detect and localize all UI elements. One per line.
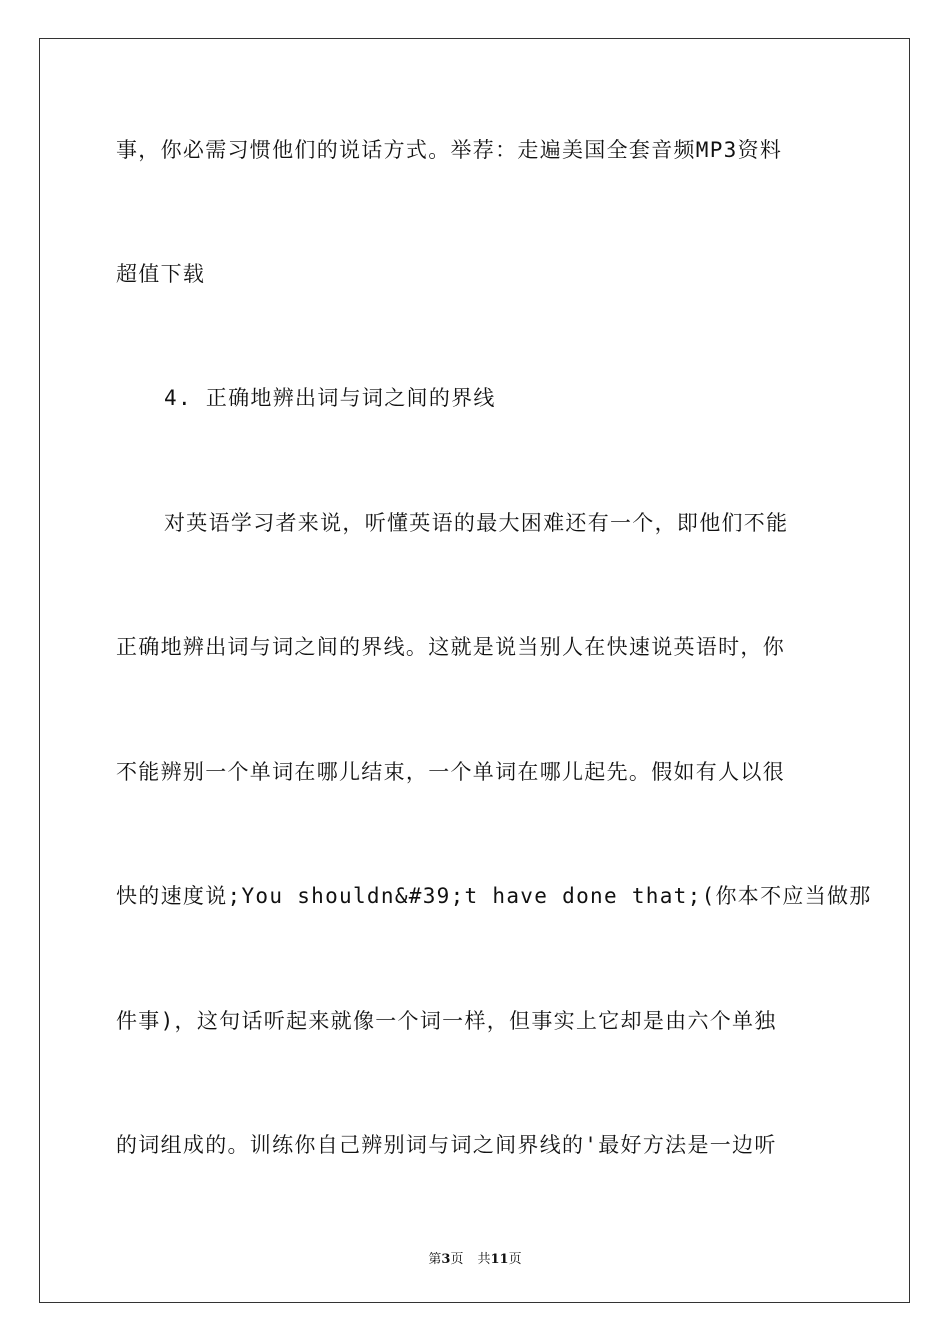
body-text-line-1: 事，你必需习惯他们的说话方式。举荐：走遍美国全套音频MP3资料 [116, 138, 783, 162]
total-suffix: 页 [508, 1252, 522, 1267]
total-prefix: 共 [477, 1252, 491, 1267]
body-text-line-3: 对英语学习者来说，听懂英语的最大困难还有一个，即他们不能 [164, 511, 789, 535]
body-text-line-8: 的词组成的。训练你自己辨别词与词之间界线的'最好方法是一边听 [116, 1133, 777, 1157]
total-pages: 11 [490, 1252, 509, 1267]
body-text-line-2: 超值下载 [116, 262, 206, 286]
page-footer [0, 1248, 950, 1267]
body-text-line-6: 快的速度说;You shouldn&#39;t have done that;(你本不应当做那 [116, 884, 872, 908]
section-heading: 4. 正确地辨出词与词之间的界线 [164, 386, 496, 410]
body-text-line-7: 件事)，这句话听起来就像一个词一样，但事实上它却是由六个单独 [116, 1009, 777, 1033]
page-prefix: 第 [428, 1252, 442, 1267]
page-border [39, 38, 910, 1303]
body-text-line-4: 正确地辨出词与词之间的界线。这就是说当别人在快速说英语时，你 [116, 635, 785, 659]
page-number: 3 [441, 1252, 451, 1267]
body-text-line-5: 不能辨别一个单词在哪儿结束，一个单词在哪儿起先。假如有人以很 [116, 760, 785, 784]
page-suffix: 页 [450, 1252, 464, 1267]
